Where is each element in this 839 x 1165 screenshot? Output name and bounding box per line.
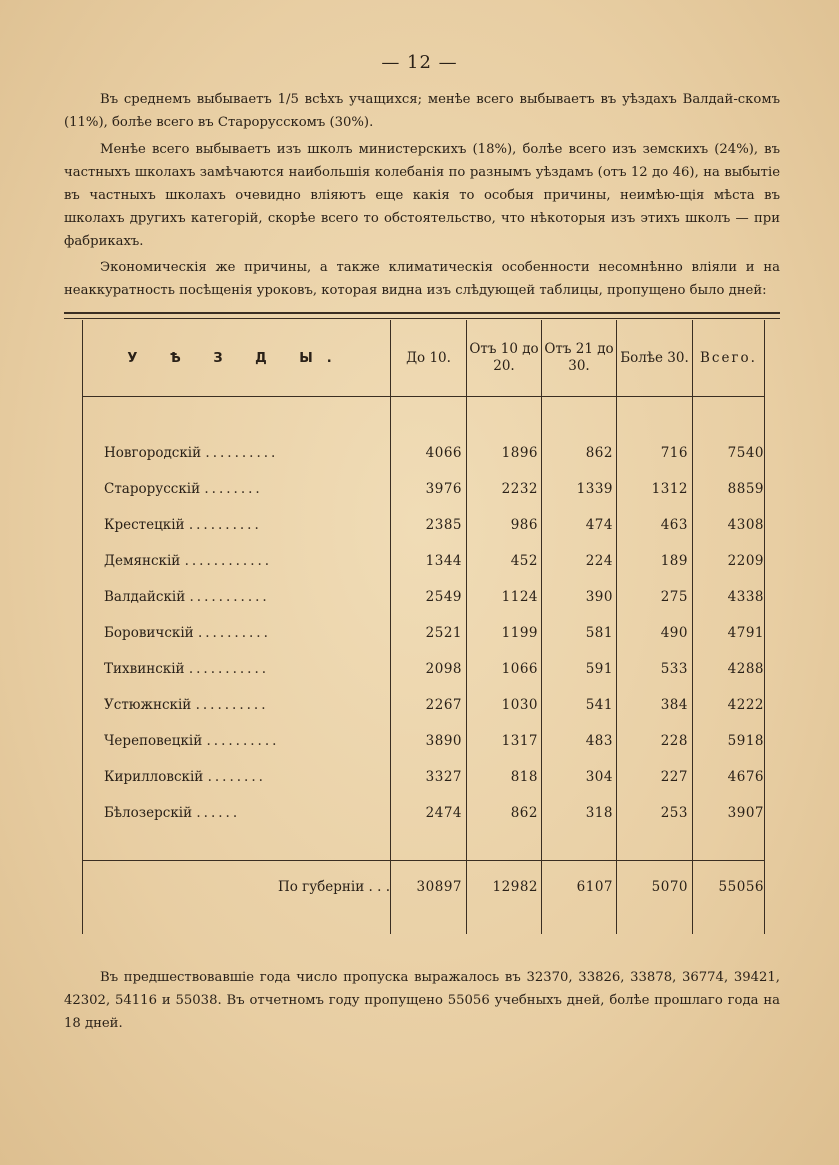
cell-over-30: 253 <box>660 805 688 821</box>
table-row <box>64 517 780 553</box>
total-up-to-10: 30897 <box>416 879 462 895</box>
cell-up-to-10: 3976 <box>425 481 462 497</box>
district-name <box>104 445 390 461</box>
leader-dots: ........ <box>207 769 266 785</box>
table-header-rule <box>82 396 764 397</box>
header-up-to-10: До 10. <box>406 349 451 366</box>
table-top-rule-thin <box>64 318 780 319</box>
cell-10-to-20: 1199 <box>501 625 538 641</box>
district-label: Череповецкій <box>104 733 203 749</box>
cell-total: 4288 <box>727 661 764 677</box>
cell-up-to-10: 1344 <box>425 553 462 569</box>
cell-over-30: 275 <box>660 589 688 605</box>
leader-dots: ............ <box>184 553 273 569</box>
district-label: Новгородскій <box>104 445 202 461</box>
table-row <box>64 697 780 733</box>
cell-over-30: 228 <box>660 733 688 749</box>
cell-up-to-10: 4066 <box>425 445 462 461</box>
cell-total: 4222 <box>727 697 764 713</box>
district-name <box>104 697 390 713</box>
table-row-total <box>64 879 780 915</box>
cell-10-to-20: 1124 <box>501 589 538 605</box>
table-row <box>64 481 780 517</box>
district-label: Демянскій <box>104 553 181 569</box>
leader-dots: .......... <box>195 697 269 713</box>
cell-10-to-20: 1896 <box>501 445 538 461</box>
page-number: — 12 — <box>381 52 458 73</box>
district-label: Боровичскій <box>104 625 194 641</box>
district-name <box>104 625 390 641</box>
table-row <box>64 625 780 661</box>
leader-dots: ........... <box>189 589 270 605</box>
leader-dots: ........... <box>188 661 270 677</box>
paragraph-previous-years: Въ предшествовавшіе года число пропуска выражалось въ 32370, 33826, 33878, 36774, 39421, 42302, 54116 и 55038. Въ отчетномъ году пропущено 55056 учебныхъ дней, болѣе прошлаго года на 18 дней. <box>64 970 780 1031</box>
missed-days-table <box>64 312 780 934</box>
table-top-rule <box>64 312 780 314</box>
cell-21-to-30: 224 <box>585 553 613 569</box>
cell-21-to-30: 862 <box>585 445 613 461</box>
cell-10-to-20: 452 <box>510 553 538 569</box>
leader-dots: .......... <box>188 517 262 533</box>
cell-over-30: 189 <box>660 553 688 569</box>
cell-21-to-30: 541 <box>585 697 613 713</box>
district-name <box>104 481 390 497</box>
total-label: По губерніи . . . <box>277 879 390 895</box>
header-districts: У Ѣ З Д Ы. <box>127 350 346 366</box>
leader-dots: .......... <box>206 733 280 749</box>
cell-total: 2209 <box>727 553 764 569</box>
district-label: Устюжнскій <box>104 697 192 713</box>
cell-10-to-20: 1066 <box>501 661 538 677</box>
cell-10-to-20: 862 <box>510 805 538 821</box>
header-10-to-20: Отъ 10 до 20. <box>469 341 539 374</box>
table-row <box>64 805 780 841</box>
cell-total: 4338 <box>727 589 764 605</box>
table-row <box>64 589 780 625</box>
cell-up-to-10: 2474 <box>425 805 462 821</box>
cell-21-to-30: 474 <box>585 517 613 533</box>
district-name <box>104 589 390 605</box>
table-row <box>64 733 780 769</box>
cell-total: 3907 <box>727 805 764 821</box>
table-total-rule <box>82 860 764 861</box>
cell-up-to-10: 2098 <box>425 661 462 677</box>
cell-10-to-20: 1030 <box>501 697 538 713</box>
cell-21-to-30: 390 <box>585 589 613 605</box>
cell-21-to-30: 591 <box>585 661 613 677</box>
table-row <box>64 445 780 481</box>
cell-21-to-30: 483 <box>585 733 613 749</box>
district-name <box>104 553 390 569</box>
paragraph-dropout-average: Въ среднемъ выбываетъ 1/5 всѣхъ учащихся; менѣе всего выбываетъ въ уѣздахъ Валдай-скомъ (11%), болѣе всего въ Старорусскомъ (30%). <box>64 92 780 130</box>
cell-over-30: 490 <box>660 625 688 641</box>
district-name <box>104 733 390 749</box>
leader-dots: ........ <box>204 481 263 497</box>
district-name <box>104 517 390 533</box>
cell-21-to-30: 318 <box>585 805 613 821</box>
cell-10-to-20: 2232 <box>501 481 538 497</box>
cell-up-to-10: 2549 <box>425 589 462 605</box>
cell-over-30: 463 <box>660 517 688 533</box>
total-10-to-20: 12982 <box>492 879 538 895</box>
cell-up-to-10: 2521 <box>425 625 462 641</box>
total-over-30: 5070 <box>651 879 688 895</box>
district-name <box>104 769 390 785</box>
total-all: 55056 <box>718 879 764 895</box>
district-name <box>104 661 390 677</box>
paragraph-dropout-by-school-type: Менѣе всего выбываетъ изъ школъ министерскихъ (18%), болѣе всего изъ земскихъ (24%), въ частныхъ школахъ замѣчаются наибольшія колебанія по разнымъ уѣздамъ (отъ 12 до 46), на выбытіе въ частныхъ школахъ очевидно вліяютъ еще какія то особыя причины, неимѣю-щія мѣста въ школахъ другихъ категорій, скорѣе всего то обстоятельство, что нѣкоторыя изъ этихъ школъ — при фабрикахъ. <box>64 142 780 249</box>
cell-21-to-30: 581 <box>585 625 613 641</box>
cell-21-to-30: 304 <box>585 769 613 785</box>
cell-10-to-20: 1317 <box>501 733 538 749</box>
header-21-to-30: Отъ 21 до 30. <box>544 341 614 374</box>
table-row <box>64 553 780 589</box>
header-total: Всего. <box>700 349 757 366</box>
cell-over-30: 384 <box>660 697 688 713</box>
cell-10-to-20: 818 <box>510 769 538 785</box>
cell-up-to-10: 2267 <box>425 697 462 713</box>
leader-dots: .......... <box>205 445 279 461</box>
leader-dots: ...... <box>196 805 241 821</box>
table-row <box>64 769 780 805</box>
cell-total: 4308 <box>727 517 764 533</box>
district-label: Бѣлозерскій <box>104 805 193 821</box>
district-label: Старорусскій <box>104 481 201 497</box>
paragraph-table-intro: Экономическія же причины, а также климатическія особенности несомнѣнно вліяли и на неаккуратность посѣщенія уроковъ, которая видна изъ слѣдующей таблицы, пропущено было дней: <box>64 260 780 298</box>
cell-over-30: 716 <box>660 445 688 461</box>
cell-up-to-10: 2385 <box>425 517 462 533</box>
district-label: Валдайскій <box>104 589 186 605</box>
district-name <box>104 805 390 821</box>
cell-over-30: 227 <box>660 769 688 785</box>
header-over-30: Болѣе 30. <box>620 349 689 366</box>
leader-dots: .......... <box>197 625 271 641</box>
cell-over-30: 1312 <box>651 481 688 497</box>
cell-total: 5918 <box>727 733 764 749</box>
cell-total: 8859 <box>727 481 764 497</box>
cell-10-to-20: 986 <box>510 517 538 533</box>
district-label: Тихвинскій <box>104 661 185 677</box>
cell-up-to-10: 3890 <box>425 733 462 749</box>
district-label: Кирилловскій <box>104 769 204 785</box>
cell-total: 4791 <box>727 625 764 641</box>
cell-21-to-30: 1339 <box>576 481 613 497</box>
total-21-to-30: 6107 <box>576 879 613 895</box>
table-row <box>64 661 780 697</box>
district-label: Крестецкій <box>104 517 185 533</box>
cell-total: 7540 <box>727 445 764 461</box>
cell-over-30: 533 <box>660 661 688 677</box>
cell-total: 4676 <box>727 769 764 785</box>
cell-up-to-10: 3327 <box>425 769 462 785</box>
